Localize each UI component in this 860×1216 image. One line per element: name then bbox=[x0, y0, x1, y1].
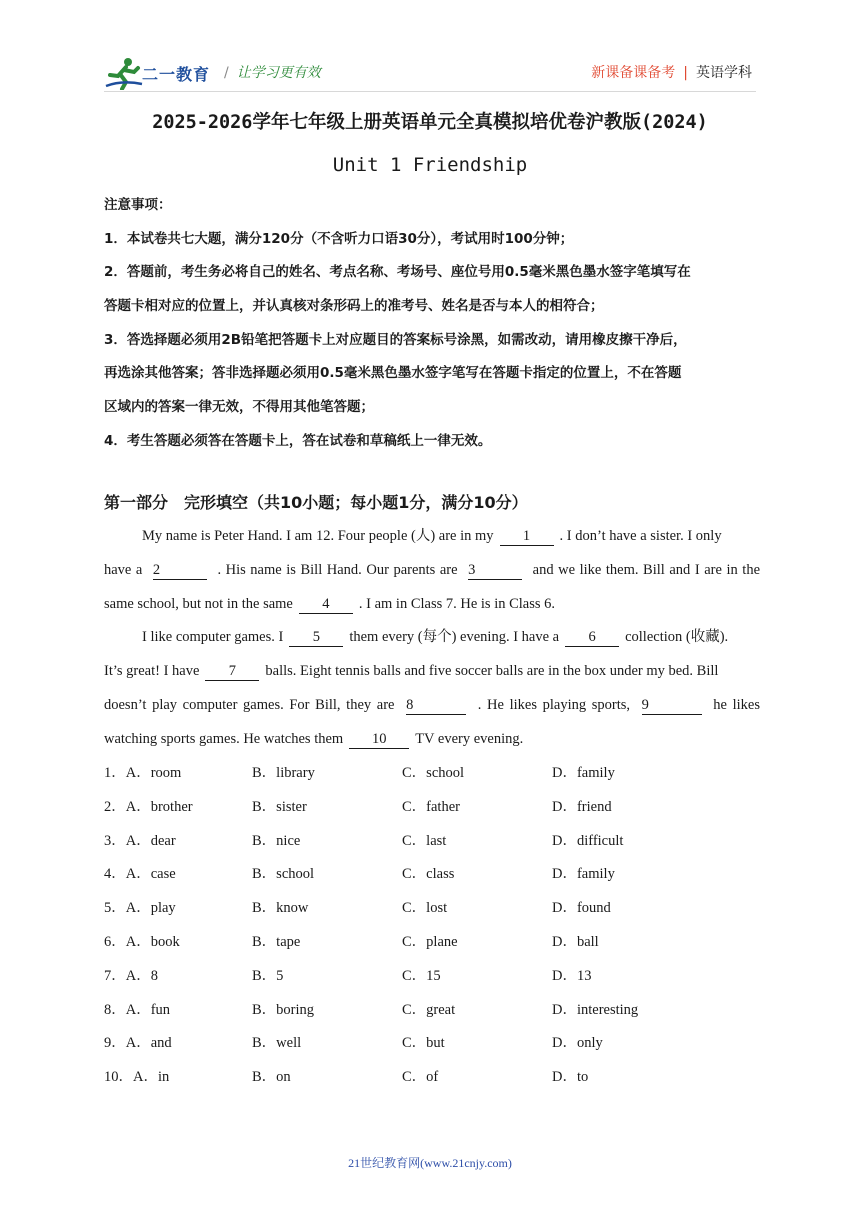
option-b[interactable]: B．on bbox=[252, 1069, 291, 1086]
question-row bbox=[104, 931, 760, 965]
option-b[interactable]: B．school bbox=[252, 866, 315, 883]
header-divider bbox=[104, 91, 756, 92]
option-b[interactable]: B．know bbox=[252, 900, 309, 917]
blank-7[interactable]: 7 bbox=[205, 662, 259, 681]
option-d[interactable]: D．found bbox=[552, 900, 611, 917]
passage-line bbox=[104, 626, 760, 660]
passage-text: same school, but not in the same bbox=[104, 595, 293, 612]
unit-title: Unit 1 Friendship bbox=[332, 154, 528, 176]
option-b[interactable]: B．5 bbox=[252, 967, 284, 984]
exam-title: 2025-2026学年七年级上册英语单元全真模拟培优卷沪教版(2024) bbox=[152, 112, 708, 133]
option-c[interactable]: C．last bbox=[402, 832, 447, 849]
passage-text: I like computer games. I bbox=[142, 629, 284, 646]
question-row bbox=[104, 1066, 760, 1100]
note-line: 1．本试卷共七大题，满分120分（不含听力口语30分），考试用时100分钟； bbox=[104, 230, 574, 247]
part1-title: 第一部分 完形填空（共10小题；每小题1分，满分10分） bbox=[104, 493, 528, 512]
passage-text: balls. Eight tennis balls and five soccer balls are in the box under my bed. Bill bbox=[265, 663, 719, 680]
runner-logo-icon bbox=[104, 56, 144, 90]
blank-2[interactable]: 2 bbox=[153, 561, 207, 580]
passage-line bbox=[104, 728, 760, 762]
option-a[interactable]: 5．A．play bbox=[104, 900, 176, 917]
blank-10[interactable]: 10 bbox=[349, 730, 409, 749]
passage-text: . I am in Class 7. He is in Class 6. bbox=[358, 595, 556, 612]
option-d[interactable]: D．to bbox=[552, 1069, 589, 1086]
option-d[interactable]: D．difficult bbox=[552, 832, 624, 849]
blank-6[interactable]: 6 bbox=[565, 628, 619, 647]
option-d[interactable]: D．only bbox=[552, 1035, 603, 1052]
option-a[interactable]: 6．A．book bbox=[104, 933, 180, 950]
option-a[interactable]: 7．A．8 bbox=[104, 967, 158, 984]
option-a[interactable]: 2．A．brother bbox=[104, 798, 193, 815]
passage-text: It’s great! I have bbox=[104, 663, 200, 680]
option-b[interactable]: B．nice bbox=[252, 832, 301, 849]
notes-section bbox=[104, 194, 760, 464]
option-b[interactable]: B．well bbox=[252, 1035, 302, 1052]
question-row bbox=[104, 999, 760, 1033]
option-d[interactable]: D．13 bbox=[552, 967, 592, 984]
slogan: / 让学习更有效 bbox=[224, 65, 321, 81]
option-c[interactable]: C．15 bbox=[402, 967, 441, 984]
option-d[interactable]: D．friend bbox=[552, 798, 612, 815]
note-line: 答题卡相对应的位置上，并认真核对条形码上的准考号、姓名是否与本人的相符合； bbox=[104, 298, 604, 315]
passage-text: watching sports games. He watches them bbox=[104, 730, 344, 747]
option-c[interactable]: C．but bbox=[402, 1035, 445, 1052]
passage-line bbox=[104, 660, 760, 694]
option-c[interactable]: C．father bbox=[402, 798, 460, 815]
note-line: 2．答题前，考生务必将自己的姓名、考点名称、考场号、座位号用0.5毫米黑色墨水签字笔填写在 bbox=[104, 264, 691, 281]
option-c[interactable]: C．great bbox=[402, 1001, 456, 1018]
note-line: 注意事项： bbox=[104, 197, 172, 213]
option-d[interactable]: D．interesting bbox=[552, 1001, 639, 1018]
option-a[interactable]: 3．A．dear bbox=[104, 832, 176, 849]
option-c[interactable]: C．plane bbox=[402, 933, 458, 950]
passage-text: them every (每个) evening. I have a bbox=[349, 629, 560, 646]
passage-line bbox=[104, 525, 760, 559]
option-c[interactable]: C．class bbox=[402, 866, 455, 883]
blank-9[interactable]: 9 bbox=[642, 696, 702, 715]
passage-text: . He likes playing sports, bbox=[477, 696, 630, 713]
brand-right: 英语学科 bbox=[696, 65, 752, 81]
blank-1[interactable]: 1 bbox=[500, 527, 554, 546]
slogan-text: 让学习更有效 bbox=[236, 65, 321, 81]
option-b[interactable]: B．library bbox=[252, 765, 315, 781]
passage-line bbox=[104, 593, 760, 627]
question-row bbox=[104, 965, 760, 999]
passage-text: . His name is Bill Hand. Our parents are bbox=[217, 561, 458, 578]
note-line: 再选涂其他答案；答非选择题必须用0.5毫米黑色墨水签字笔写在答题卡指定的位置上，不在答题 bbox=[104, 365, 682, 382]
blank-3[interactable]: 3 bbox=[468, 561, 522, 580]
passage-text: TV every evening. bbox=[415, 730, 524, 747]
question-options bbox=[104, 762, 760, 1100]
option-a[interactable]: 1．A．room bbox=[104, 765, 182, 781]
passage-text: and we like them. Bill and I are in the bbox=[532, 561, 760, 578]
blank-8[interactable]: 8 bbox=[406, 696, 466, 715]
note-line: 区域内的答案一律无效，不得用其他笔答题； bbox=[104, 399, 374, 416]
blank-5[interactable]: 5 bbox=[289, 628, 343, 647]
option-a[interactable]: 8．A．fun bbox=[104, 1001, 171, 1018]
blank-4[interactable]: 4 bbox=[299, 595, 353, 614]
question-row bbox=[104, 1032, 760, 1066]
passage-text: collection (收藏). bbox=[625, 629, 729, 646]
note-line: 4．考生答题必须答在答题卡上，答在试卷和草稿纸上一律无效。 bbox=[104, 432, 492, 449]
brand-left: 新课备课备考 bbox=[591, 65, 676, 81]
page-header bbox=[0, 0, 860, 100]
brand-separator: | bbox=[683, 65, 688, 81]
cloze-passage bbox=[104, 525, 760, 762]
option-a[interactable]: 9．A．and bbox=[104, 1035, 172, 1052]
question-row bbox=[104, 863, 760, 897]
question-row bbox=[104, 762, 760, 796]
option-d[interactable]: D．family bbox=[552, 866, 615, 883]
passage-text: My name is Peter Hand. I am 12. Four people (人) are in my bbox=[142, 528, 494, 544]
option-a[interactable]: 10．A．in bbox=[104, 1069, 170, 1086]
logo bbox=[104, 56, 212, 90]
page-footer[interactable]: 21世纪教育网(www.21cnjy.com) bbox=[348, 1156, 512, 1170]
brand bbox=[591, 62, 752, 82]
option-c[interactable]: C．school bbox=[402, 765, 465, 781]
option-d[interactable]: D．family bbox=[552, 765, 615, 781]
option-a[interactable]: 4．A．case bbox=[104, 866, 176, 883]
note-line: 3．答选择题必须用2B铅笔把答题卡上对应题目的答案标号涂黑，如需改动，请用橡皮擦干净后， bbox=[104, 331, 687, 348]
question-row bbox=[104, 796, 760, 830]
logo-text: 二一教育 bbox=[142, 65, 211, 84]
question-row bbox=[104, 830, 760, 864]
option-b[interactable]: B．tape bbox=[252, 933, 301, 950]
option-d[interactable]: D．ball bbox=[552, 933, 599, 950]
passage-line bbox=[104, 559, 760, 593]
option-c[interactable]: C．of bbox=[402, 1069, 439, 1086]
passage-text: he likes bbox=[713, 696, 760, 713]
passage-line bbox=[104, 694, 760, 728]
option-b[interactable]: B．boring bbox=[252, 1001, 315, 1018]
option-c[interactable]: C．lost bbox=[402, 900, 448, 917]
passage-text: have a bbox=[104, 561, 143, 578]
passage-text: doesn’t play computer games. For Bill, they are bbox=[104, 696, 395, 713]
question-row bbox=[104, 897, 760, 931]
option-b[interactable]: B．sister bbox=[252, 798, 307, 815]
passage-text: . I don’t have a sister. I only bbox=[559, 528, 722, 544]
